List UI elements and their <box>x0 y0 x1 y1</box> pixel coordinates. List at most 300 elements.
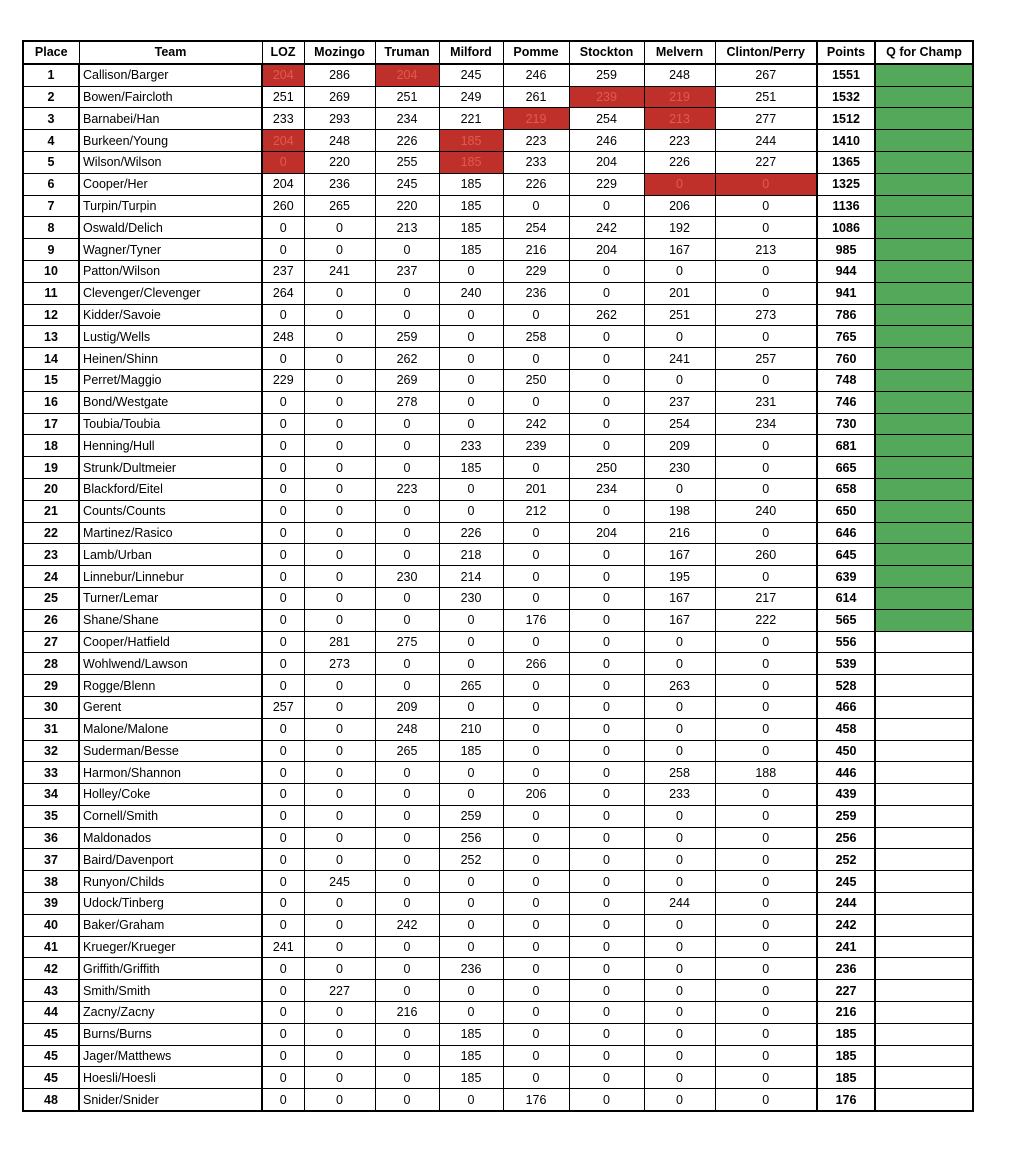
score-cell: 0 <box>644 849 715 871</box>
score-cell: 213 <box>715 239 817 261</box>
place-cell: 34 <box>23 784 79 806</box>
place-cell: 48 <box>23 1089 79 1111</box>
place-cell: 25 <box>23 587 79 609</box>
qualified-indicator <box>875 457 973 479</box>
score-cell: 0 <box>262 500 304 522</box>
score-cell: 0 <box>304 478 375 500</box>
score-cell: 0 <box>375 1045 439 1067</box>
score-cell: 0 <box>569 914 644 936</box>
qualifier-cell <box>875 762 973 784</box>
score-cell: 0 <box>644 326 715 348</box>
team-cell: Burns/Burns <box>79 1023 262 1045</box>
score-cell: 0 <box>569 348 644 370</box>
score-cell: 0 <box>262 239 304 261</box>
score-cell: 0 <box>375 413 439 435</box>
team-cell: Martinez/Rasico <box>79 522 262 544</box>
col-header-clinton-perry: Clinton/Perry <box>715 41 817 64</box>
table-row <box>23 217 973 239</box>
team-cell: Shane/Shane <box>79 609 262 631</box>
score-cell: 0 <box>503 348 569 370</box>
score-cell: 185 <box>439 1045 503 1067</box>
col-header-pomme: Pomme <box>503 41 569 64</box>
table-row <box>23 849 973 871</box>
points-cell: 650 <box>817 500 875 522</box>
score-cell: 0 <box>644 1045 715 1067</box>
qualified-indicator <box>875 260 973 282</box>
score-cell: 227 <box>715 151 817 173</box>
score-cell: 0 <box>262 348 304 370</box>
points-cell: 786 <box>817 304 875 326</box>
score-cell: 0 <box>262 544 304 566</box>
score-cell: 0 <box>439 1002 503 1024</box>
dropped-score-cell: 0 <box>262 151 304 173</box>
score-cell: 0 <box>569 391 644 413</box>
score-cell: 227 <box>304 980 375 1002</box>
qualified-indicator <box>875 108 973 130</box>
score-cell: 229 <box>262 369 304 391</box>
score-cell: 0 <box>644 369 715 391</box>
place-cell: 15 <box>23 369 79 391</box>
score-cell: 0 <box>569 653 644 675</box>
place-cell: 44 <box>23 1002 79 1024</box>
score-cell: 0 <box>569 740 644 762</box>
team-cell: Zacny/Zacny <box>79 1002 262 1024</box>
place-cell: 8 <box>23 217 79 239</box>
score-cell: 0 <box>569 827 644 849</box>
points-cell: 256 <box>817 827 875 849</box>
score-cell: 0 <box>375 587 439 609</box>
score-cell: 0 <box>569 326 644 348</box>
score-cell: 0 <box>644 827 715 849</box>
score-cell: 0 <box>375 239 439 261</box>
qualified-indicator <box>875 64 973 86</box>
score-cell: 0 <box>715 784 817 806</box>
qualifier-cell <box>875 827 973 849</box>
score-cell: 263 <box>644 675 715 697</box>
score-cell: 281 <box>304 631 375 653</box>
team-cell: Cooper/Hatfield <box>79 631 262 653</box>
table-row <box>23 435 973 457</box>
team-cell: Rogge/Blenn <box>79 675 262 697</box>
dropped-score-cell: 185 <box>439 151 503 173</box>
score-cell: 0 <box>375 805 439 827</box>
score-cell: 0 <box>503 893 569 915</box>
qualifier-cell <box>875 696 973 718</box>
score-cell: 0 <box>262 566 304 588</box>
score-cell: 0 <box>644 871 715 893</box>
score-cell: 248 <box>304 130 375 152</box>
score-cell: 0 <box>304 1023 375 1045</box>
score-cell: 0 <box>439 936 503 958</box>
table-row <box>23 696 973 718</box>
table-row <box>23 500 973 522</box>
score-cell: 273 <box>715 304 817 326</box>
qualified-indicator <box>875 326 973 348</box>
score-cell: 214 <box>439 566 503 588</box>
dropped-score-cell: 185 <box>439 130 503 152</box>
table-row <box>23 784 973 806</box>
score-cell: 222 <box>715 609 817 631</box>
score-cell: 0 <box>375 457 439 479</box>
score-cell: 0 <box>262 457 304 479</box>
points-cell: 185 <box>817 1023 875 1045</box>
points-cell: 466 <box>817 696 875 718</box>
score-cell: 0 <box>304 369 375 391</box>
score-cell: 216 <box>375 1002 439 1024</box>
score-cell: 0 <box>304 217 375 239</box>
score-cell: 0 <box>503 391 569 413</box>
score-cell: 0 <box>715 740 817 762</box>
score-cell: 0 <box>262 675 304 697</box>
score-cell: 0 <box>439 762 503 784</box>
score-cell: 233 <box>503 151 569 173</box>
qualified-indicator <box>875 369 973 391</box>
score-cell: 0 <box>569 500 644 522</box>
points-cell: 216 <box>817 1002 875 1024</box>
score-cell: 212 <box>503 500 569 522</box>
qualified-indicator <box>875 130 973 152</box>
score-cell: 237 <box>375 260 439 282</box>
qualified-indicator <box>875 391 973 413</box>
score-cell: 230 <box>644 457 715 479</box>
team-cell: Maldonados <box>79 827 262 849</box>
team-cell: Gerent <box>79 696 262 718</box>
place-cell: 29 <box>23 675 79 697</box>
table-row <box>23 239 973 261</box>
score-cell: 0 <box>569 718 644 740</box>
qualifier-cell <box>875 936 973 958</box>
score-cell: 0 <box>715 1023 817 1045</box>
score-cell: 267 <box>715 64 817 86</box>
score-cell: 248 <box>262 326 304 348</box>
points-cell: 185 <box>817 1067 875 1089</box>
place-cell: 45 <box>23 1067 79 1089</box>
place-cell: 3 <box>23 108 79 130</box>
score-cell: 0 <box>569 413 644 435</box>
score-cell: 0 <box>262 609 304 631</box>
score-cell: 0 <box>439 369 503 391</box>
score-cell: 206 <box>503 784 569 806</box>
score-cell: 0 <box>262 391 304 413</box>
team-cell: Patton/Wilson <box>79 260 262 282</box>
score-cell: 0 <box>569 980 644 1002</box>
score-cell: 0 <box>304 239 375 261</box>
score-cell: 185 <box>439 239 503 261</box>
score-cell: 0 <box>375 675 439 697</box>
score-cell: 0 <box>569 893 644 915</box>
place-cell: 30 <box>23 696 79 718</box>
place-cell: 27 <box>23 631 79 653</box>
score-cell: 0 <box>262 478 304 500</box>
score-cell: 0 <box>262 1067 304 1089</box>
score-cell: 0 <box>503 936 569 958</box>
table-row <box>23 609 973 631</box>
score-cell: 0 <box>375 282 439 304</box>
team-cell: Henning/Hull <box>79 435 262 457</box>
qualified-indicator <box>875 195 973 217</box>
score-cell: 269 <box>304 86 375 108</box>
qualifier-cell <box>875 740 973 762</box>
points-cell: 658 <box>817 478 875 500</box>
score-cell: 0 <box>304 304 375 326</box>
dropped-score-cell: 204 <box>375 64 439 86</box>
table-row <box>23 871 973 893</box>
dropped-score-cell: 213 <box>644 108 715 130</box>
score-cell: 0 <box>439 304 503 326</box>
team-cell: Clevenger/Clevenger <box>79 282 262 304</box>
score-cell: 245 <box>439 64 503 86</box>
score-cell: 0 <box>644 718 715 740</box>
table-row <box>23 1002 973 1024</box>
score-cell: 254 <box>503 217 569 239</box>
table-row <box>23 86 973 108</box>
place-cell: 23 <box>23 544 79 566</box>
team-cell: Counts/Counts <box>79 500 262 522</box>
score-cell: 0 <box>304 609 375 631</box>
points-cell: 760 <box>817 348 875 370</box>
qualified-indicator <box>875 282 973 304</box>
table-row <box>23 631 973 653</box>
score-cell: 0 <box>439 260 503 282</box>
score-cell: 0 <box>304 936 375 958</box>
table-row <box>23 893 973 915</box>
score-cell: 176 <box>503 1089 569 1111</box>
points-cell: 439 <box>817 784 875 806</box>
table-row <box>23 740 973 762</box>
qualified-indicator <box>875 500 973 522</box>
score-cell: 0 <box>304 914 375 936</box>
score-cell: 236 <box>503 282 569 304</box>
score-cell: 245 <box>375 173 439 195</box>
score-cell: 0 <box>375 522 439 544</box>
score-cell: 0 <box>304 1045 375 1067</box>
dropped-score-cell: 239 <box>569 86 644 108</box>
score-cell: 0 <box>644 914 715 936</box>
points-cell: 176 <box>817 1089 875 1111</box>
score-cell: 0 <box>262 871 304 893</box>
score-cell: 185 <box>439 457 503 479</box>
score-cell: 0 <box>715 566 817 588</box>
score-cell: 0 <box>262 784 304 806</box>
score-cell: 0 <box>262 805 304 827</box>
points-cell: 528 <box>817 675 875 697</box>
place-cell: 36 <box>23 827 79 849</box>
score-cell: 0 <box>439 326 503 348</box>
score-cell: 0 <box>569 631 644 653</box>
score-cell: 0 <box>715 980 817 1002</box>
place-cell: 42 <box>23 958 79 980</box>
score-cell: 286 <box>304 64 375 86</box>
score-cell: 240 <box>439 282 503 304</box>
score-cell: 0 <box>503 1045 569 1067</box>
score-cell: 0 <box>439 1089 503 1111</box>
score-cell: 0 <box>569 195 644 217</box>
place-cell: 20 <box>23 478 79 500</box>
table-row <box>23 980 973 1002</box>
place-cell: 18 <box>23 435 79 457</box>
score-cell: 273 <box>304 653 375 675</box>
score-cell: 260 <box>262 195 304 217</box>
score-cell: 0 <box>503 1067 569 1089</box>
score-cell: 0 <box>503 871 569 893</box>
score-cell: 0 <box>503 587 569 609</box>
team-cell: Krueger/Krueger <box>79 936 262 958</box>
points-cell: 1136 <box>817 195 875 217</box>
score-cell: 0 <box>304 718 375 740</box>
qualified-indicator <box>875 587 973 609</box>
score-cell: 226 <box>644 151 715 173</box>
place-cell: 10 <box>23 260 79 282</box>
score-cell: 185 <box>439 740 503 762</box>
score-cell: 226 <box>439 522 503 544</box>
table-row <box>23 1045 973 1067</box>
score-cell: 221 <box>439 108 503 130</box>
score-cell: 234 <box>715 413 817 435</box>
team-cell: Bond/Westgate <box>79 391 262 413</box>
score-cell: 251 <box>644 304 715 326</box>
score-cell: 0 <box>262 958 304 980</box>
team-cell: Cornell/Smith <box>79 805 262 827</box>
score-cell: 0 <box>503 631 569 653</box>
score-cell: 0 <box>262 914 304 936</box>
table-header <box>23 41 973 64</box>
dropped-score-cell: 0 <box>644 173 715 195</box>
score-cell: 0 <box>644 936 715 958</box>
score-cell: 0 <box>304 457 375 479</box>
dropped-score-cell: 0 <box>715 173 817 195</box>
qualifier-cell <box>875 675 973 697</box>
score-cell: 258 <box>644 762 715 784</box>
score-cell: 245 <box>304 871 375 893</box>
table-row <box>23 1089 973 1111</box>
place-cell: 33 <box>23 762 79 784</box>
qualifier-cell <box>875 1089 973 1111</box>
score-cell: 277 <box>715 108 817 130</box>
team-cell: Lamb/Urban <box>79 544 262 566</box>
points-cell: 244 <box>817 893 875 915</box>
points-cell: 614 <box>817 587 875 609</box>
place-cell: 14 <box>23 348 79 370</box>
score-cell: 241 <box>262 936 304 958</box>
score-cell: 0 <box>644 696 715 718</box>
points-cell: 665 <box>817 457 875 479</box>
score-cell: 216 <box>503 239 569 261</box>
score-cell: 0 <box>644 805 715 827</box>
score-cell: 242 <box>569 217 644 239</box>
table-row <box>23 391 973 413</box>
score-cell: 0 <box>715 435 817 457</box>
score-cell: 0 <box>439 348 503 370</box>
points-cell: 985 <box>817 239 875 261</box>
score-cell: 223 <box>503 130 569 152</box>
dropped-score-cell: 219 <box>503 108 569 130</box>
score-cell: 204 <box>262 173 304 195</box>
score-cell: 0 <box>569 566 644 588</box>
qualified-indicator <box>875 304 973 326</box>
score-cell: 0 <box>503 696 569 718</box>
points-cell: 1512 <box>817 108 875 130</box>
score-cell: 0 <box>262 980 304 1002</box>
score-cell: 0 <box>503 304 569 326</box>
qualifier-cell <box>875 980 973 1002</box>
score-cell: 0 <box>375 609 439 631</box>
score-cell: 0 <box>262 740 304 762</box>
score-cell: 223 <box>375 478 439 500</box>
score-cell: 0 <box>503 849 569 871</box>
col-header-melvern: Melvern <box>644 41 715 64</box>
points-cell: 639 <box>817 566 875 588</box>
score-cell: 0 <box>375 893 439 915</box>
qualified-indicator <box>875 435 973 457</box>
score-cell: 0 <box>439 500 503 522</box>
team-cell: Jager/Matthews <box>79 1045 262 1067</box>
score-cell: 216 <box>644 522 715 544</box>
score-cell: 0 <box>715 522 817 544</box>
score-cell: 0 <box>262 631 304 653</box>
place-cell: 4 <box>23 130 79 152</box>
score-cell: 259 <box>569 64 644 86</box>
table-row <box>23 827 973 849</box>
team-cell: Barnabei/Han <box>79 108 262 130</box>
score-cell: 0 <box>304 413 375 435</box>
score-cell: 0 <box>304 500 375 522</box>
score-cell: 0 <box>375 958 439 980</box>
score-cell: 0 <box>569 936 644 958</box>
score-cell: 0 <box>644 980 715 1002</box>
score-cell: 0 <box>375 500 439 522</box>
place-cell: 24 <box>23 566 79 588</box>
score-cell: 293 <box>304 108 375 130</box>
table-row <box>23 457 973 479</box>
qualifier-cell <box>875 805 973 827</box>
points-cell: 245 <box>817 871 875 893</box>
score-cell: 248 <box>644 64 715 86</box>
team-cell: Suderman/Besse <box>79 740 262 762</box>
place-cell: 21 <box>23 500 79 522</box>
score-cell: 265 <box>375 740 439 762</box>
score-cell: 260 <box>715 544 817 566</box>
points-cell: 765 <box>817 326 875 348</box>
score-cell: 250 <box>503 369 569 391</box>
qualifier-cell <box>875 784 973 806</box>
qualified-indicator <box>875 173 973 195</box>
score-cell: 0 <box>439 871 503 893</box>
team-cell: Oswald/Delich <box>79 217 262 239</box>
team-cell: Udock/Tinberg <box>79 893 262 915</box>
points-cell: 242 <box>817 914 875 936</box>
score-cell: 220 <box>375 195 439 217</box>
place-cell: 43 <box>23 980 79 1002</box>
score-cell: 252 <box>439 849 503 871</box>
table-row <box>23 718 973 740</box>
score-cell: 0 <box>439 980 503 1002</box>
score-cell: 0 <box>262 827 304 849</box>
score-cell: 234 <box>569 478 644 500</box>
score-cell: 201 <box>644 282 715 304</box>
score-cell: 0 <box>503 958 569 980</box>
score-cell: 0 <box>304 587 375 609</box>
score-cell: 0 <box>715 1045 817 1067</box>
score-cell: 0 <box>375 544 439 566</box>
points-cell: 1365 <box>817 151 875 173</box>
qualified-indicator <box>875 566 973 588</box>
score-cell: 0 <box>503 522 569 544</box>
points-cell: 1410 <box>817 130 875 152</box>
team-cell: Holley/Coke <box>79 784 262 806</box>
points-cell: 236 <box>817 958 875 980</box>
score-cell: 0 <box>375 936 439 958</box>
score-cell: 204 <box>569 239 644 261</box>
